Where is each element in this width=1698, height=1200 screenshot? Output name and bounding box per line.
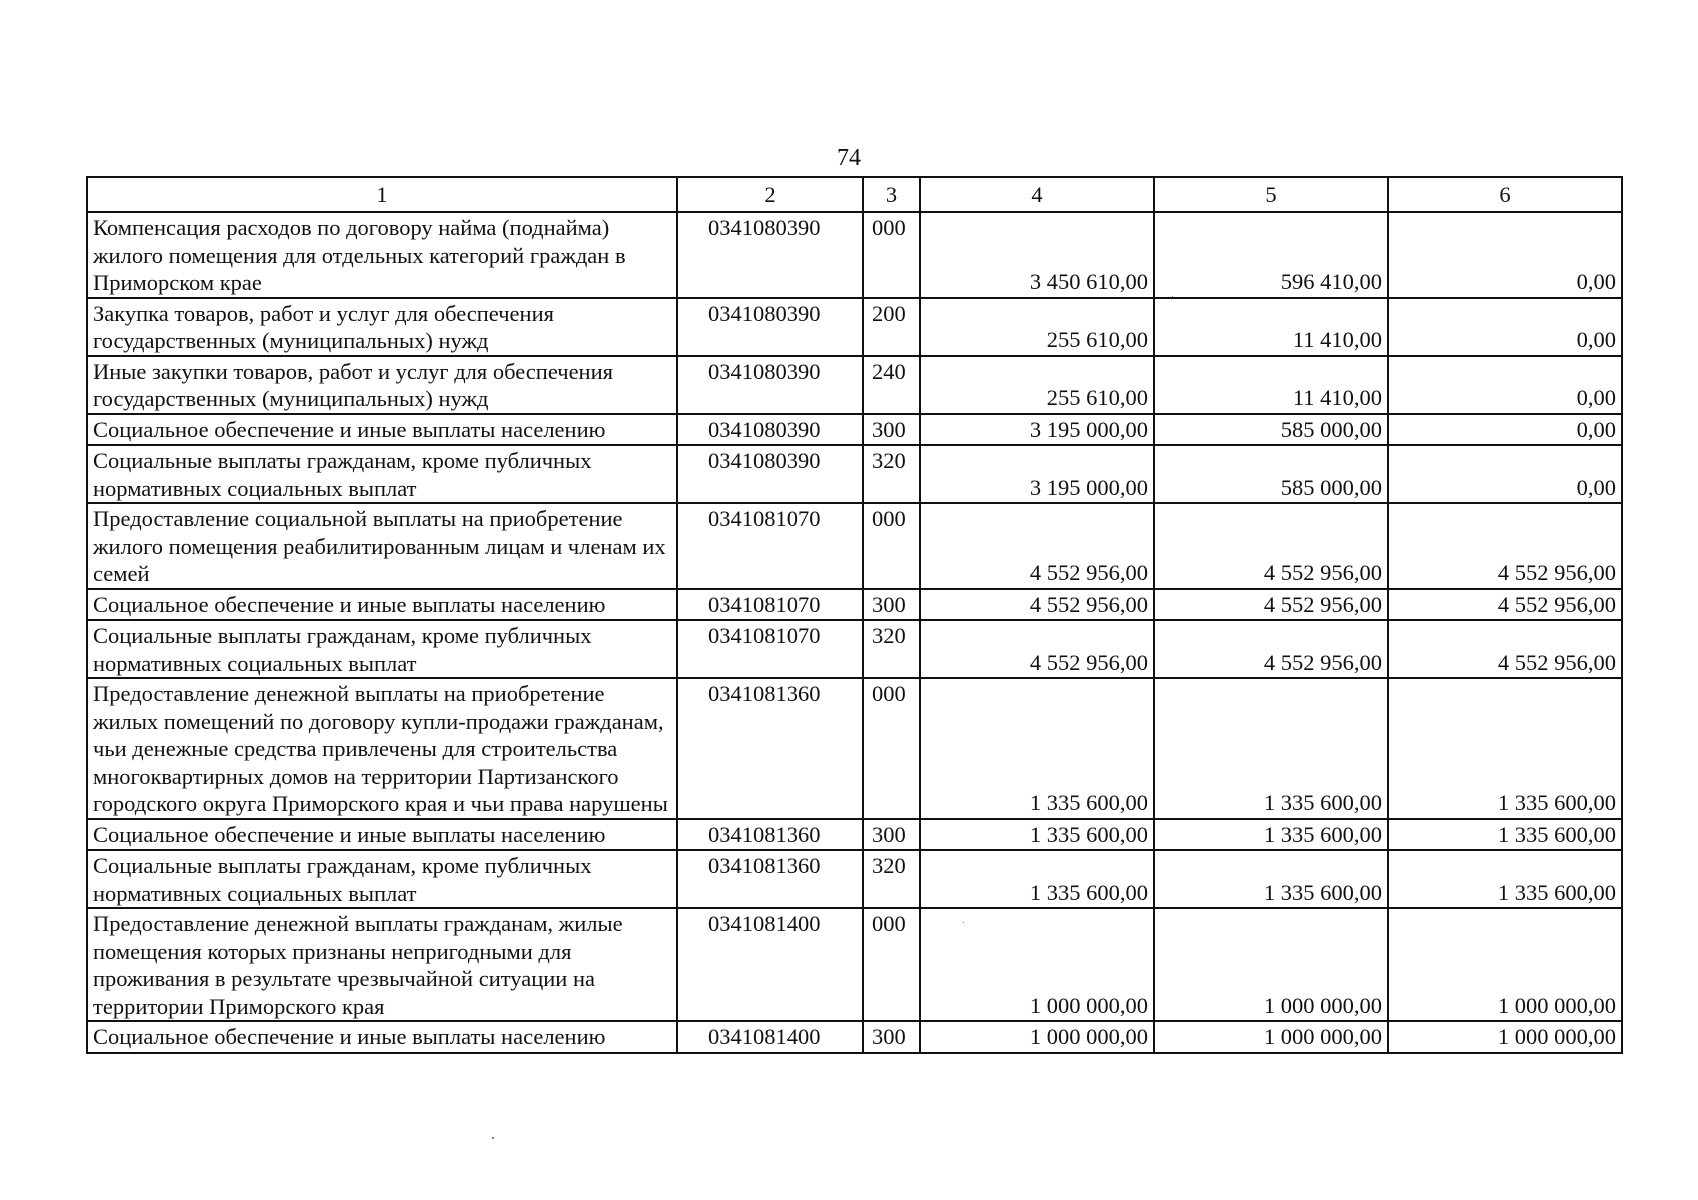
row-amount-col6: 0,00	[1388, 298, 1622, 356]
row-amount-col6: 1 000 000,00	[1388, 1021, 1622, 1053]
row-amount-col6: 0,00	[1388, 212, 1622, 298]
row-amount-col6: 0,00	[1388, 356, 1622, 414]
row-amount-col5: 1 335 600,00	[1154, 850, 1388, 908]
row-name: Социальные выплаты гражданам, кроме публичных нормативных социальных выплат	[87, 445, 677, 503]
row-expense-type: 320	[863, 620, 920, 678]
row-amount-col5: 1 000 000,00	[1154, 1021, 1388, 1053]
row-target-code: 0341080390	[677, 298, 863, 356]
row-amount-col5: 11 410,00	[1154, 356, 1388, 414]
row-target-code: 0341081360	[677, 819, 863, 851]
row-amount-col4: 3 195 000,00	[920, 445, 1154, 503]
row-amount-col5: 585 000,00	[1154, 445, 1388, 503]
row-name: Социальное обеспечение и иные выплаты населению	[87, 1021, 677, 1053]
column-number-3: 3	[863, 177, 920, 212]
column-number-2: 2	[677, 177, 863, 212]
row-target-code: 0341081070	[677, 503, 863, 589]
row-expense-type: 320	[863, 850, 920, 908]
row-amount-col6: 4 552 956,00	[1388, 589, 1622, 621]
row-amount-col6: 0,00	[1388, 445, 1622, 503]
row-amount-col5: 1 335 600,00	[1154, 678, 1388, 819]
row-name: Социальное обеспечение и иные выплаты населению	[87, 819, 677, 851]
row-expense-type: 000	[863, 678, 920, 819]
row-amount-col5: 1 335 600,00	[1154, 819, 1388, 851]
row-target-code: 0341081070	[677, 589, 863, 621]
row-target-code: 0341080390	[677, 212, 863, 298]
column-number-4: 4	[920, 177, 1154, 212]
column-number-6: 6	[1388, 177, 1622, 212]
row-target-code: 0341080390	[677, 445, 863, 503]
table-row	[87, 445, 1622, 503]
row-amount-col4: 255 610,00	[920, 356, 1154, 414]
row-expense-type: 300	[863, 819, 920, 851]
table-row	[87, 620, 1622, 678]
row-expense-type: 200	[863, 298, 920, 356]
row-amount-col4: 4 552 956,00	[920, 589, 1154, 621]
table-row	[87, 850, 1622, 908]
column-number-row	[87, 177, 1622, 212]
row-name: Социальные выплаты гражданам, кроме публичных нормативных социальных выплат	[87, 850, 677, 908]
budget-table	[86, 176, 1623, 1054]
table-row	[87, 589, 1622, 621]
row-amount-col5: 596 410,00	[1154, 212, 1388, 298]
scan-speck	[1172, 296, 1173, 297]
row-expense-type: 000	[863, 212, 920, 298]
row-expense-type: 000	[863, 503, 920, 589]
row-amount-col6: 0,00	[1388, 414, 1622, 446]
row-amount-col5: 4 552 956,00	[1154, 620, 1388, 678]
row-target-code: 0341081070	[677, 620, 863, 678]
row-expense-type: 240	[863, 356, 920, 414]
row-amount-col6: 4 552 956,00	[1388, 503, 1622, 589]
table-row	[87, 908, 1622, 1021]
row-amount-col6: 1 335 600,00	[1388, 819, 1622, 851]
row-amount-col4: 1 000 000,00	[920, 908, 1154, 1021]
row-amount-col4: 4 552 956,00	[920, 503, 1154, 589]
row-name: Социальные выплаты гражданам, кроме публичных нормативных социальных выплат	[87, 620, 677, 678]
row-expense-type: 300	[863, 589, 920, 621]
column-number-5: 5	[1154, 177, 1388, 212]
row-amount-col4: 255 610,00	[920, 298, 1154, 356]
row-expense-type: 300	[863, 1021, 920, 1053]
row-target-code: 0341080390	[677, 356, 863, 414]
row-amount-col4: 4 552 956,00	[920, 620, 1154, 678]
table-row	[87, 678, 1622, 819]
row-name: Иные закупки товаров, работ и услуг для обеспечения государственных (муниципальных) нужд	[87, 356, 677, 414]
row-amount-col5: 11 410,00	[1154, 298, 1388, 356]
table-row	[87, 212, 1622, 298]
row-amount-col6: 1 335 600,00	[1388, 850, 1622, 908]
row-target-code: 0341081400	[677, 908, 863, 1021]
table-body	[87, 177, 1622, 1053]
row-target-code: 0341081400	[677, 1021, 863, 1053]
scan-speck	[492, 1137, 494, 1139]
table-row	[87, 819, 1622, 851]
row-target-code: 0341081360	[677, 850, 863, 908]
row-name: Социальное обеспечение и иные выплаты населению	[87, 589, 677, 621]
table-row	[87, 503, 1622, 589]
row-amount-col4: 3 195 000,00	[920, 414, 1154, 446]
row-amount-col5: 585 000,00	[1154, 414, 1388, 446]
row-amount-col6: 4 552 956,00	[1388, 620, 1622, 678]
row-name: Социальное обеспечение и иные выплаты населению	[87, 414, 677, 446]
row-amount-col5: 4 552 956,00	[1154, 503, 1388, 589]
row-amount-col6: 1 000 000,00	[1388, 908, 1622, 1021]
row-amount-col4: 1 335 600,00	[920, 678, 1154, 819]
row-name: Закупка товаров, работ и услуг для обеспечения государственных (муниципальных) нужд	[87, 298, 677, 356]
row-expense-type: 300	[863, 414, 920, 446]
row-name: Предоставление денежной выплаты на приобретение жилых помещений по договору купли-продажи гражданам, чьи денежные средства привлечены для строительства многоквартирных домов на территории Партизанского городского округа Приморского края и чьи права нарушены	[87, 678, 677, 819]
row-amount-col5: 1 000 000,00	[1154, 908, 1388, 1021]
row-amount-col4: 1 000 000,00	[920, 1021, 1154, 1053]
scan-speck	[963, 922, 964, 923]
table-row	[87, 356, 1622, 414]
row-expense-type: 000	[863, 908, 920, 1021]
row-amount-col5: 4 552 956,00	[1154, 589, 1388, 621]
row-name: Предоставление денежной выплаты гражданам, жилые помещения которых признаны непригодными для проживания в результате чрезвычайной ситуации на территории Приморского края	[87, 908, 677, 1021]
row-expense-type: 320	[863, 445, 920, 503]
row-target-code: 0341080390	[677, 414, 863, 446]
row-name: Компенсация расходов по договору найма (поднайма) жилого помещения для отдельных категорий граждан в Приморском крае	[87, 212, 677, 298]
column-number-1: 1	[87, 177, 677, 212]
row-amount-col4: 1 335 600,00	[920, 850, 1154, 908]
row-name: Предоставление социальной выплаты на приобретение жилого помещения реабилитированным лицам и членам их семей	[87, 503, 677, 589]
table-row	[87, 414, 1622, 446]
row-amount-col4: 3 450 610,00	[920, 212, 1154, 298]
table-row	[87, 1021, 1622, 1053]
table-row	[87, 298, 1622, 356]
row-amount-col6: 1 335 600,00	[1388, 678, 1622, 819]
row-target-code: 0341081360	[677, 678, 863, 819]
row-amount-col4: 1 335 600,00	[920, 819, 1154, 851]
page-number: 74	[837, 145, 861, 171]
